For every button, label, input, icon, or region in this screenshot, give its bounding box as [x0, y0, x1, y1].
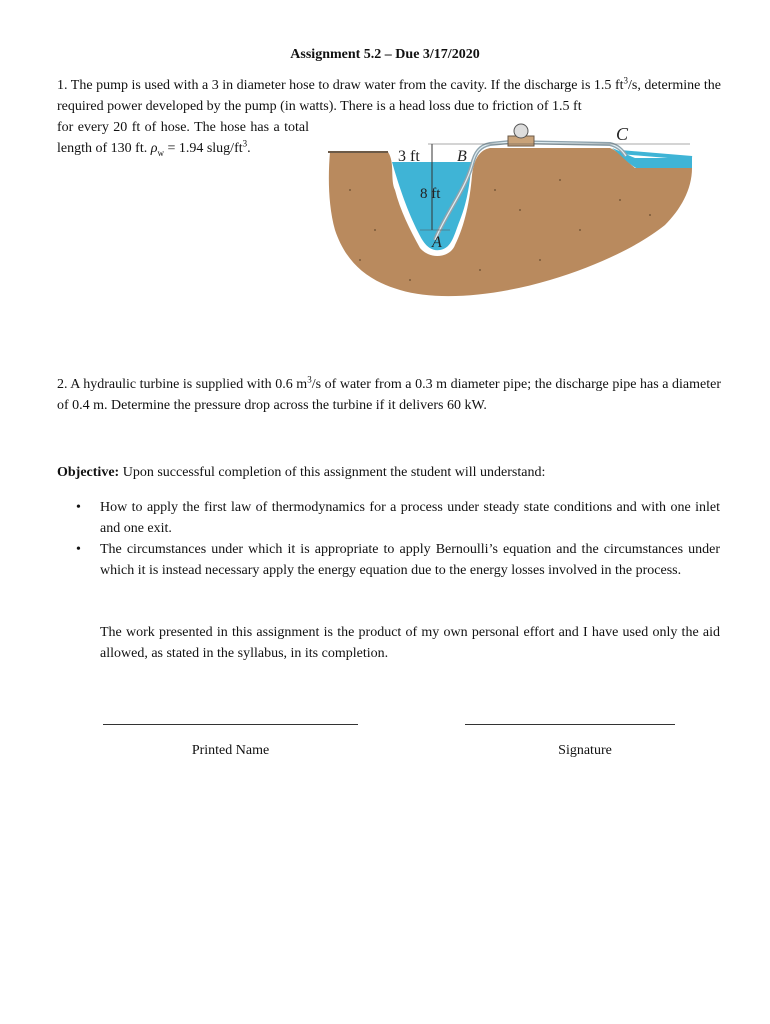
problem-1-number: 1. [57, 78, 68, 93]
bullet-text: The circumstances under which it is appropriate to apply Bernoulli’s equation and the circumstances under which it is instead necessary apply the energy equation due to the energy losses involved in the process. [100, 542, 720, 578]
rho-subscript: w [157, 147, 164, 158]
academic-integrity-pledge: The work presented in this assignment is the product of my own personal effort and I have used only the aid allowed, as stated in the syllabus, in its completion. [100, 625, 720, 661]
problem-1-text [57, 75, 721, 117]
soil-ground [329, 148, 692, 296]
bullet-dot: • [76, 500, 81, 515]
bullet-text: How to apply the first law of thermodynamics for a process under steady state conditions and with one inlet and one exit. [100, 500, 720, 536]
problem-2-text [57, 374, 721, 416]
label-a: A [432, 234, 442, 251]
signature-line[interactable] [465, 724, 675, 725]
pump-body [514, 124, 528, 138]
exponent: 3 [307, 374, 312, 385]
signature-label: Signature [558, 743, 612, 758]
problem-1-text-continued [57, 117, 309, 164]
label-3ft: 3 ft [398, 148, 420, 165]
objective-label: Objective: [57, 465, 120, 480]
objective-paragraph [57, 462, 721, 483]
objective-bullet-item [76, 497, 720, 539]
problem-1-text-b: /s, determine the required power developed by the pump (in watts). There is a head loss due to friction of 1.5 ft [57, 78, 721, 114]
assignment-title: Assignment 5.2 – Due 3/17/2020 [290, 47, 480, 62]
problem-2-text-a: 2. A hydraulic turbine is supplied with 0.6 m [57, 377, 308, 392]
problem-2-text-b: /s of water from a 0.3 m diameter pipe; the discharge pipe has a diameter of 0.4 m. Determine the pressure drop across the turbine if it delivers 60 kW. [57, 377, 721, 413]
pump-cavity-figure [320, 120, 695, 305]
exponent: 3 [242, 138, 248, 149]
label-c: C [616, 124, 629, 144]
objective-bullet-item [76, 539, 720, 581]
exponent: 3 [623, 75, 629, 86]
printed-name-line[interactable] [103, 724, 358, 725]
objective-text: Upon successful completion of this assignment the student will understand: [119, 465, 546, 480]
label-8ft: 8 ft [420, 186, 441, 202]
problem-1-text-d: = 1.94 slug/ft [163, 141, 243, 156]
printed-name-label: Printed Name [191, 743, 270, 758]
label-b: B [457, 148, 467, 165]
problem-1-text-a: The pump is used with a 3 in diameter hose to draw water from the cavity. If the discharge is 1.5 ft [70, 78, 624, 93]
problem-1-text-c: for every 20 ft of hose. The hose has a total length of 130 ft. [57, 120, 309, 156]
problem-1-text-e: . [247, 141, 251, 156]
rho-symbol: ρ [150, 141, 158, 156]
bullet-dot: • [76, 542, 81, 557]
